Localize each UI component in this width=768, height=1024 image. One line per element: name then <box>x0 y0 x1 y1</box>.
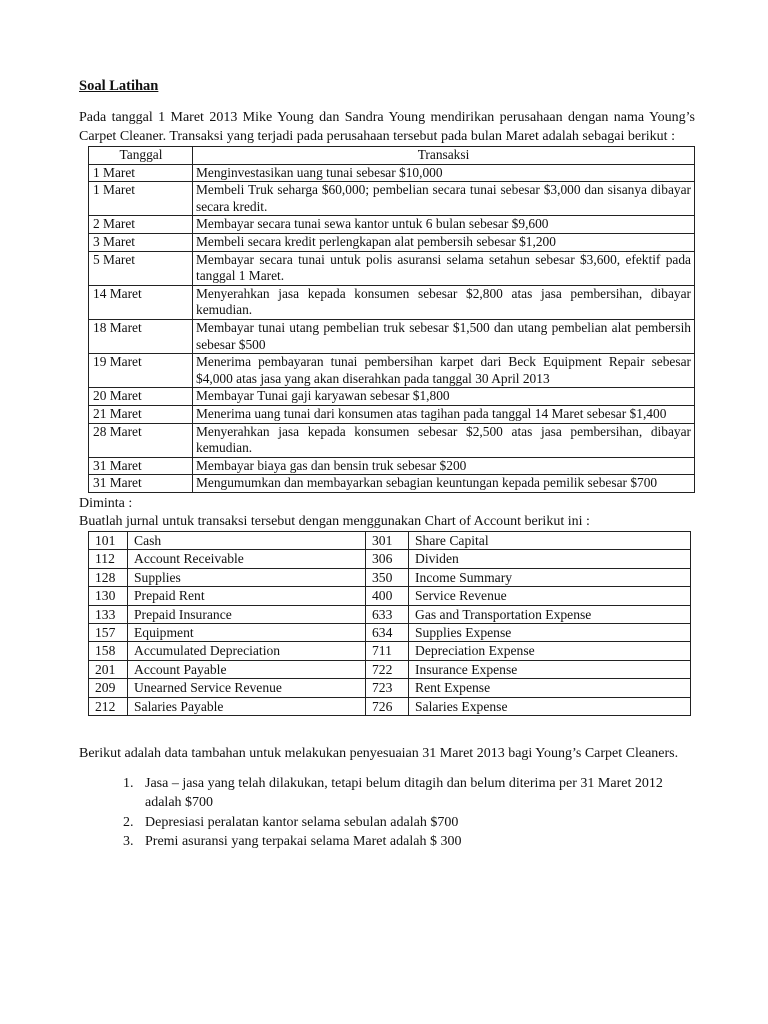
transaction-description: Membayar tunai utang pembelian truk sebesar $1,500 dan utang pembelian alat pembersih sebesar $500 <box>193 319 695 353</box>
account-name: Service Revenue <box>409 587 691 605</box>
transaction-description: Membayar secara tunai sewa kantor untuk 6 bulan sebesar $9,600 <box>193 216 695 234</box>
account-name: Salaries Payable <box>128 697 366 715</box>
account-number: 128 <box>89 568 128 586</box>
transaction-date: 1 Maret <box>89 182 193 216</box>
account-number: 133 <box>89 605 128 623</box>
transaction-date: 3 Maret <box>89 233 193 251</box>
transactions-body <box>89 164 695 492</box>
instruction-text: Buatlah jurnal untuk transaksi tersebut dengan menggunakan Chart of Account berikut ini : <box>79 513 590 529</box>
account-number: 158 <box>89 642 128 660</box>
adjustment-list <box>79 774 695 852</box>
transaction-date: 21 Maret <box>89 405 193 423</box>
account-number: 212 <box>89 697 128 715</box>
transaction-row <box>89 251 695 285</box>
account-row <box>89 568 691 586</box>
account-number: 130 <box>89 587 128 605</box>
transaction-row <box>89 233 695 251</box>
chart-of-accounts-table <box>88 531 691 716</box>
account-name: Account Receivable <box>128 550 366 568</box>
account-name: Rent Expense <box>409 679 691 697</box>
account-name: Supplies Expense <box>409 623 691 641</box>
document-page <box>79 78 695 852</box>
account-row <box>89 605 691 623</box>
transaction-description: Menyerahkan jasa kepada konsumen sebesar $2,500 atas jasa pembersihan, dibayar kemudian. <box>193 423 695 457</box>
transaction-description: Menyerahkan jasa kepada konsumen sebesar $2,800 atas jasa pembersihan, dibayar kemudian. <box>193 285 695 319</box>
adjustment-item: 3. Premi asuransi yang terpakai selama Maret adalah $ 300 <box>137 832 695 852</box>
transaction-row <box>89 285 695 319</box>
transaction-description: Membayar biaya gas dan bensin truk sebesar $200 <box>193 457 695 475</box>
account-row <box>89 642 691 660</box>
account-name: Cash <box>128 531 366 549</box>
account-name: Prepaid Insurance <box>128 605 366 623</box>
account-name: Equipment <box>128 623 366 641</box>
transaction-description: Menerima uang tunai dari konsumen atas tagihan pada tanggal 14 Maret sebesar $1,400 <box>193 405 695 423</box>
account-number: 112 <box>89 550 128 568</box>
account-name: Insurance Expense <box>409 660 691 678</box>
transactions-table <box>88 146 695 493</box>
transaction-description: Menginvestasikan uang tunai sebesar $10,000 <box>193 164 695 182</box>
account-name: Dividen <box>409 550 691 568</box>
transaction-date: 31 Maret <box>89 457 193 475</box>
adjustment-item: 1. Jasa – jasa yang telah dilakukan, tetapi belum ditagih dan belum diterima per 31 Maret 2012 adalah $700 <box>137 774 695 813</box>
transaction-date: 1 Maret <box>89 164 193 182</box>
account-number: 301 <box>366 531 409 549</box>
account-number: 350 <box>366 568 409 586</box>
transaction-row <box>89 164 695 182</box>
account-name: Share Capital <box>409 531 691 549</box>
account-row <box>89 697 691 715</box>
account-name: Accumulated Depreciation <box>128 642 366 660</box>
transaction-date: 28 Maret <box>89 423 193 457</box>
transaction-description: Membayar secara tunai untuk polis asuransi selama setahun sebesar $3,600, efektif pada tanggal 1 Maret. <box>193 251 695 285</box>
transaction-description: Mengumumkan dan membayarkan sebagian keuntungan kepada pemilik sebesar $700 <box>193 475 695 493</box>
account-number: 633 <box>366 605 409 623</box>
transaction-date: 18 Maret <box>89 319 193 353</box>
transaction-date: 5 Maret <box>89 251 193 285</box>
transaction-description: Menerima pembayaran tunai pembersihan karpet dari Beck Equipment Repair sebesar $4,000 atas jasa yang akan diserahkan pada tanggal 30 April 2013 <box>193 354 695 388</box>
adjustment-intro: Berikut adalah data tambahan untuk melakukan penyesuaian 31 Maret 2013 bagi Young’s Carpet Cleaners. <box>79 745 679 761</box>
account-name: Depreciation Expense <box>409 642 691 660</box>
adjustment-item: 2. Depresiasi peralatan kantor selama sebulan adalah $700 <box>137 813 695 833</box>
account-number: 722 <box>366 660 409 678</box>
account-number: 101 <box>89 531 128 549</box>
account-name: Salaries Expense <box>409 697 691 715</box>
account-name: Income Summary <box>409 568 691 586</box>
column-header-tanggal: Tanggal <box>89 147 193 165</box>
chart-of-accounts-body <box>89 531 691 715</box>
transaction-row <box>89 405 695 423</box>
account-name: Prepaid Rent <box>128 587 366 605</box>
transaction-description: Membayar Tunai gaji karyawan sebesar $1,800 <box>193 388 695 406</box>
transaction-row <box>89 457 695 475</box>
transaction-row <box>89 216 695 234</box>
account-row <box>89 531 691 549</box>
table-header-row <box>89 147 695 165</box>
account-number: 726 <box>366 697 409 715</box>
account-row <box>89 623 691 641</box>
transaction-row <box>89 182 695 216</box>
transaction-description: Membeli secara kredit perlengkapan alat pembersih sebesar $1,200 <box>193 233 695 251</box>
transaction-row <box>89 319 695 353</box>
account-name: Supplies <box>128 568 366 586</box>
account-number: 209 <box>89 679 128 697</box>
account-row <box>89 587 691 605</box>
transaction-date: 31 Maret <box>89 475 193 493</box>
page-title: Soal Latihan <box>79 78 159 94</box>
column-header-transaksi: Transaksi <box>193 147 695 165</box>
transaction-row <box>89 388 695 406</box>
account-name: Account Payable <box>128 660 366 678</box>
transaction-row <box>89 475 695 493</box>
account-number: 201 <box>89 660 128 678</box>
transaction-date: 20 Maret <box>89 388 193 406</box>
transaction-date: 14 Maret <box>89 285 193 319</box>
account-number: 723 <box>366 679 409 697</box>
transaction-row <box>89 354 695 388</box>
account-row <box>89 660 691 678</box>
account-row <box>89 679 691 697</box>
account-number: 157 <box>89 623 128 641</box>
intro-paragraph: Pada tanggal 1 Maret 2013 Mike Young dan Sandra Young mendirikan perusahaan dengan nama Young’s Carpet Cleaner. Transaksi yang terjadi pada perusahaan tersebut pada bulan Maret adalah sebagai berikut : <box>79 110 695 144</box>
account-name: Gas and Transportation Expense <box>409 605 691 623</box>
account-name: Unearned Service Revenue <box>128 679 366 697</box>
account-row <box>89 550 691 568</box>
diminta-label: Diminta : <box>79 495 133 511</box>
account-number: 306 <box>366 550 409 568</box>
transaction-description: Membeli Truk seharga $60,000; pembelian secara tunai sebesar $3,000 dan sisanya dibayar secara kredit. <box>193 182 695 216</box>
account-number: 711 <box>366 642 409 660</box>
account-number: 634 <box>366 623 409 641</box>
transaction-date: 2 Maret <box>89 216 193 234</box>
account-number: 400 <box>366 587 409 605</box>
transaction-date: 19 Maret <box>89 354 193 388</box>
transaction-row <box>89 423 695 457</box>
